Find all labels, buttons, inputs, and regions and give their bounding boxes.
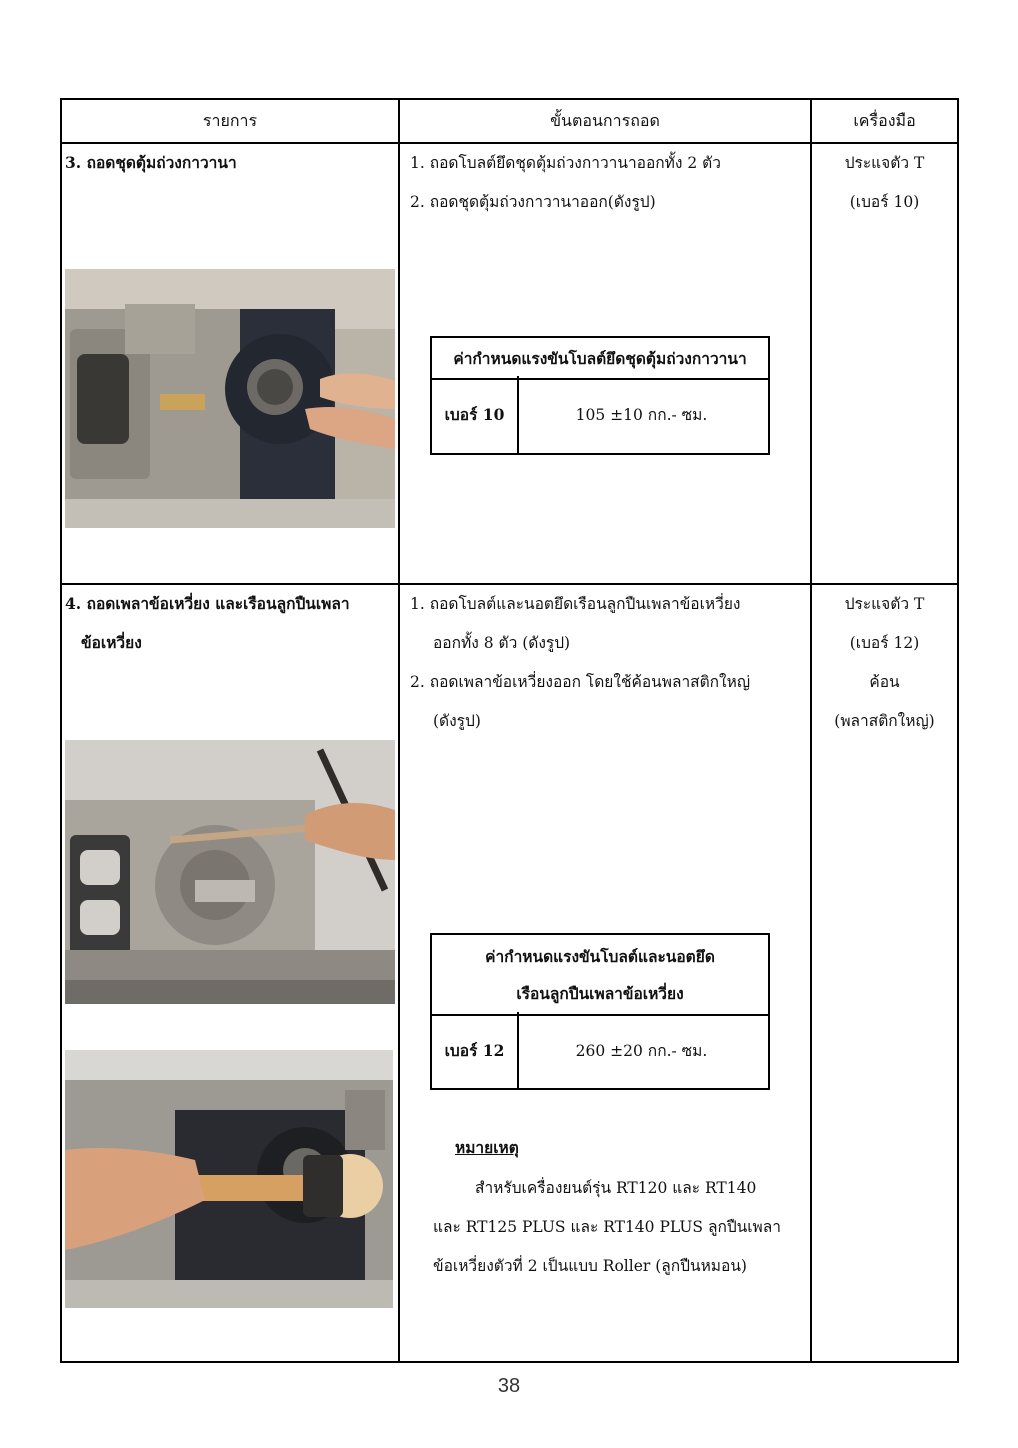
note-line-3: ข้อเหวี่ยงตัวที่ 2 เป็นแบบ Roller (ลูกปืนหมอน)	[433, 1257, 747, 1275]
photo-bearing-housing-bolts	[65, 740, 395, 1004]
torque-spec-value: 105 ±10 กก.- ซม.	[575, 406, 708, 424]
note-heading: หมายเหตุ	[455, 1138, 519, 1157]
torque-spec-title: ค่ากำหนดแรงขันโบลต์และนอตยึด เรือนลูกปืนเพลาข้อเหวี่ยง	[432, 935, 768, 1016]
row2-item-title-2: ข้อเหวี่ยง	[81, 633, 142, 652]
note-line-1: สำหรับเครื่องยนต์รุ่น RT120 และ RT140	[475, 1179, 757, 1197]
torque-spec-value: 260 ±20 กก.- ซม.	[575, 1041, 708, 1060]
table-border-bottom	[60, 1361, 959, 1363]
row1-step-1: 1. ถอดโบลต์ยึดชุดตุ้มถ่วงกาวานาออกทั้ง 2 ตัว	[410, 154, 721, 172]
photo-crankshaft-mallet	[65, 1050, 393, 1308]
torque-spec-table-2	[430, 933, 770, 1090]
table-col-divider-1	[398, 98, 400, 1363]
row1-item-title: 3. ถอดชุดตุ้มถ่วงกาวานา	[65, 153, 237, 172]
header-steps: ขั้นตอนการถอด	[550, 111, 660, 130]
row2-tool-3: ค้อน	[869, 673, 900, 691]
row1-tool-2: (เบอร์ 10)	[849, 193, 920, 211]
row2-step-1a: 1. ถอดโบลต์และนอตยึดเรือนลูกปืนเพลาข้อเหวี่ยง	[410, 595, 741, 613]
page-number: 38	[497, 1375, 521, 1397]
torque-spec-title: ค่ากำหนดแรงขันโบลต์ยึดชุดตุ้มถ่วงกาวานา	[432, 338, 768, 380]
row1-tool-1: ประแจตัว T	[844, 154, 925, 172]
row1-step-2: 2. ถอดชุดตุ้มถ่วงกาวานาออก(ดังรูป)	[410, 193, 656, 211]
torque-spec-size: เบอร์ 10	[432, 376, 519, 453]
table-row-divider	[60, 583, 959, 585]
note-line-2: และ RT125 PLUS และ RT140 PLUS ลูกปืนเพลา	[433, 1218, 781, 1236]
row2-item-title-1: 4. ถอดเพลาข้อเหวี่ยง และเรือนลูกปืนเพลา	[65, 594, 350, 613]
table-border-left	[60, 98, 62, 1363]
row2-tool-1: ประแจตัว T	[844, 595, 925, 613]
row2-step-2a: 2. ถอดเพลาข้อเหวี่ยงออก โดยใช้ค้อนพลาสติกใหญ่	[410, 673, 751, 691]
header-tools: เครื่องมือ	[853, 111, 916, 130]
header-item: รายการ	[202, 111, 258, 130]
row2-tool-2: (เบอร์ 12)	[849, 634, 920, 652]
row2-step-2b: (ดังรูป)	[433, 712, 481, 730]
row2-tool-4: (พลาสติกใหญ่)	[834, 712, 935, 730]
row2-step-1b: ออกทั้ง 8 ตัว (ดังรูป)	[433, 634, 571, 652]
photo-governor-removal	[65, 269, 395, 528]
torque-spec-size: เบอร์ 12	[432, 1012, 519, 1088]
torque-spec-table-1	[430, 336, 770, 455]
table-border-right	[957, 98, 959, 1363]
